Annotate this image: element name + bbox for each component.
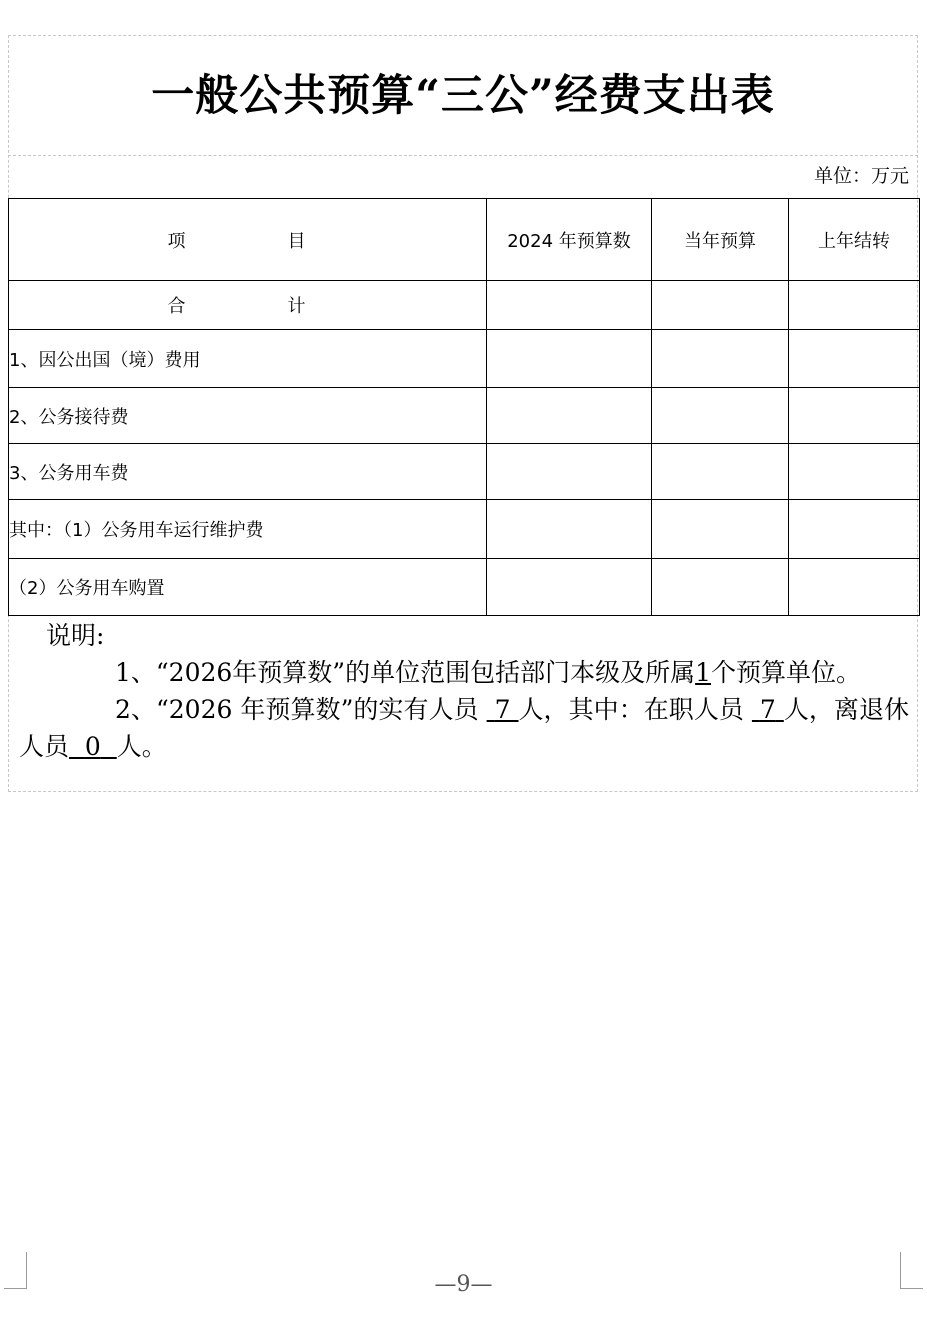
table-cell <box>789 500 920 559</box>
staff-total: 7 <box>494 695 511 724</box>
row-label-vehicle-maintenance: 其中：（1）公务用车运行维护费 <box>9 500 487 559</box>
table-cell <box>652 559 789 616</box>
table-cell <box>789 388 920 444</box>
staff-retired: 0 <box>84 732 101 761</box>
title-row <box>8 35 918 156</box>
table-cell <box>652 444 789 500</box>
table-cell <box>652 388 789 444</box>
table-cell <box>487 388 652 444</box>
row-label-vehicle-purchase: （2）公务用车购置 <box>9 559 487 616</box>
table-row <box>9 281 920 330</box>
table-cell <box>789 281 920 330</box>
table-cell <box>487 500 652 559</box>
staff-active: 7 <box>759 695 776 724</box>
header-current-budget: 当年预算 <box>652 199 789 281</box>
header-item: 项 目 <box>9 199 487 281</box>
table-cell <box>487 444 652 500</box>
unit-count: 1 <box>695 658 711 687</box>
table-row <box>9 500 920 559</box>
table-row <box>9 559 920 616</box>
table-cell <box>789 330 920 388</box>
table-cell <box>652 330 789 388</box>
table-row <box>9 388 920 444</box>
row-label-reception: 2、公务接待费 <box>9 388 487 444</box>
table-cell <box>789 444 920 500</box>
note-line-2: 2、“2026 年预算数”的实有人员 7 人，其中：在职人员 7 人，离退休人员 0 人。 <box>19 695 909 761</box>
row-label-overseas: 1、因公出国（境）费用 <box>9 330 487 388</box>
notes-heading: 说明: <box>46 621 105 650</box>
table-row <box>9 330 920 388</box>
table-cell <box>487 559 652 616</box>
notes-section <box>19 617 909 765</box>
table-cell <box>652 500 789 559</box>
table-cell <box>789 559 920 616</box>
row-label-vehicle: 3、公务用车费 <box>9 444 487 500</box>
table-cell <box>487 330 652 388</box>
row-label-total: 合 计 <box>9 281 487 330</box>
table-cell <box>652 281 789 330</box>
table-cell <box>487 281 652 330</box>
budget-table <box>8 198 920 616</box>
unit-label: 单位：万元 <box>813 165 909 187</box>
table-header-row <box>9 199 920 281</box>
page-number: —9— <box>434 1272 493 1297</box>
table-row <box>9 444 920 500</box>
header-budget-2024: 2024 年预算数 <box>487 199 652 281</box>
header-carryover: 上年结转 <box>789 199 920 281</box>
page-title: 一般公共预算“三公”经费支出表 <box>151 70 775 121</box>
note-line-1: 1、“2026年预算数”的单位范围包括部门本级及所属1个预算单位。 <box>115 658 862 687</box>
